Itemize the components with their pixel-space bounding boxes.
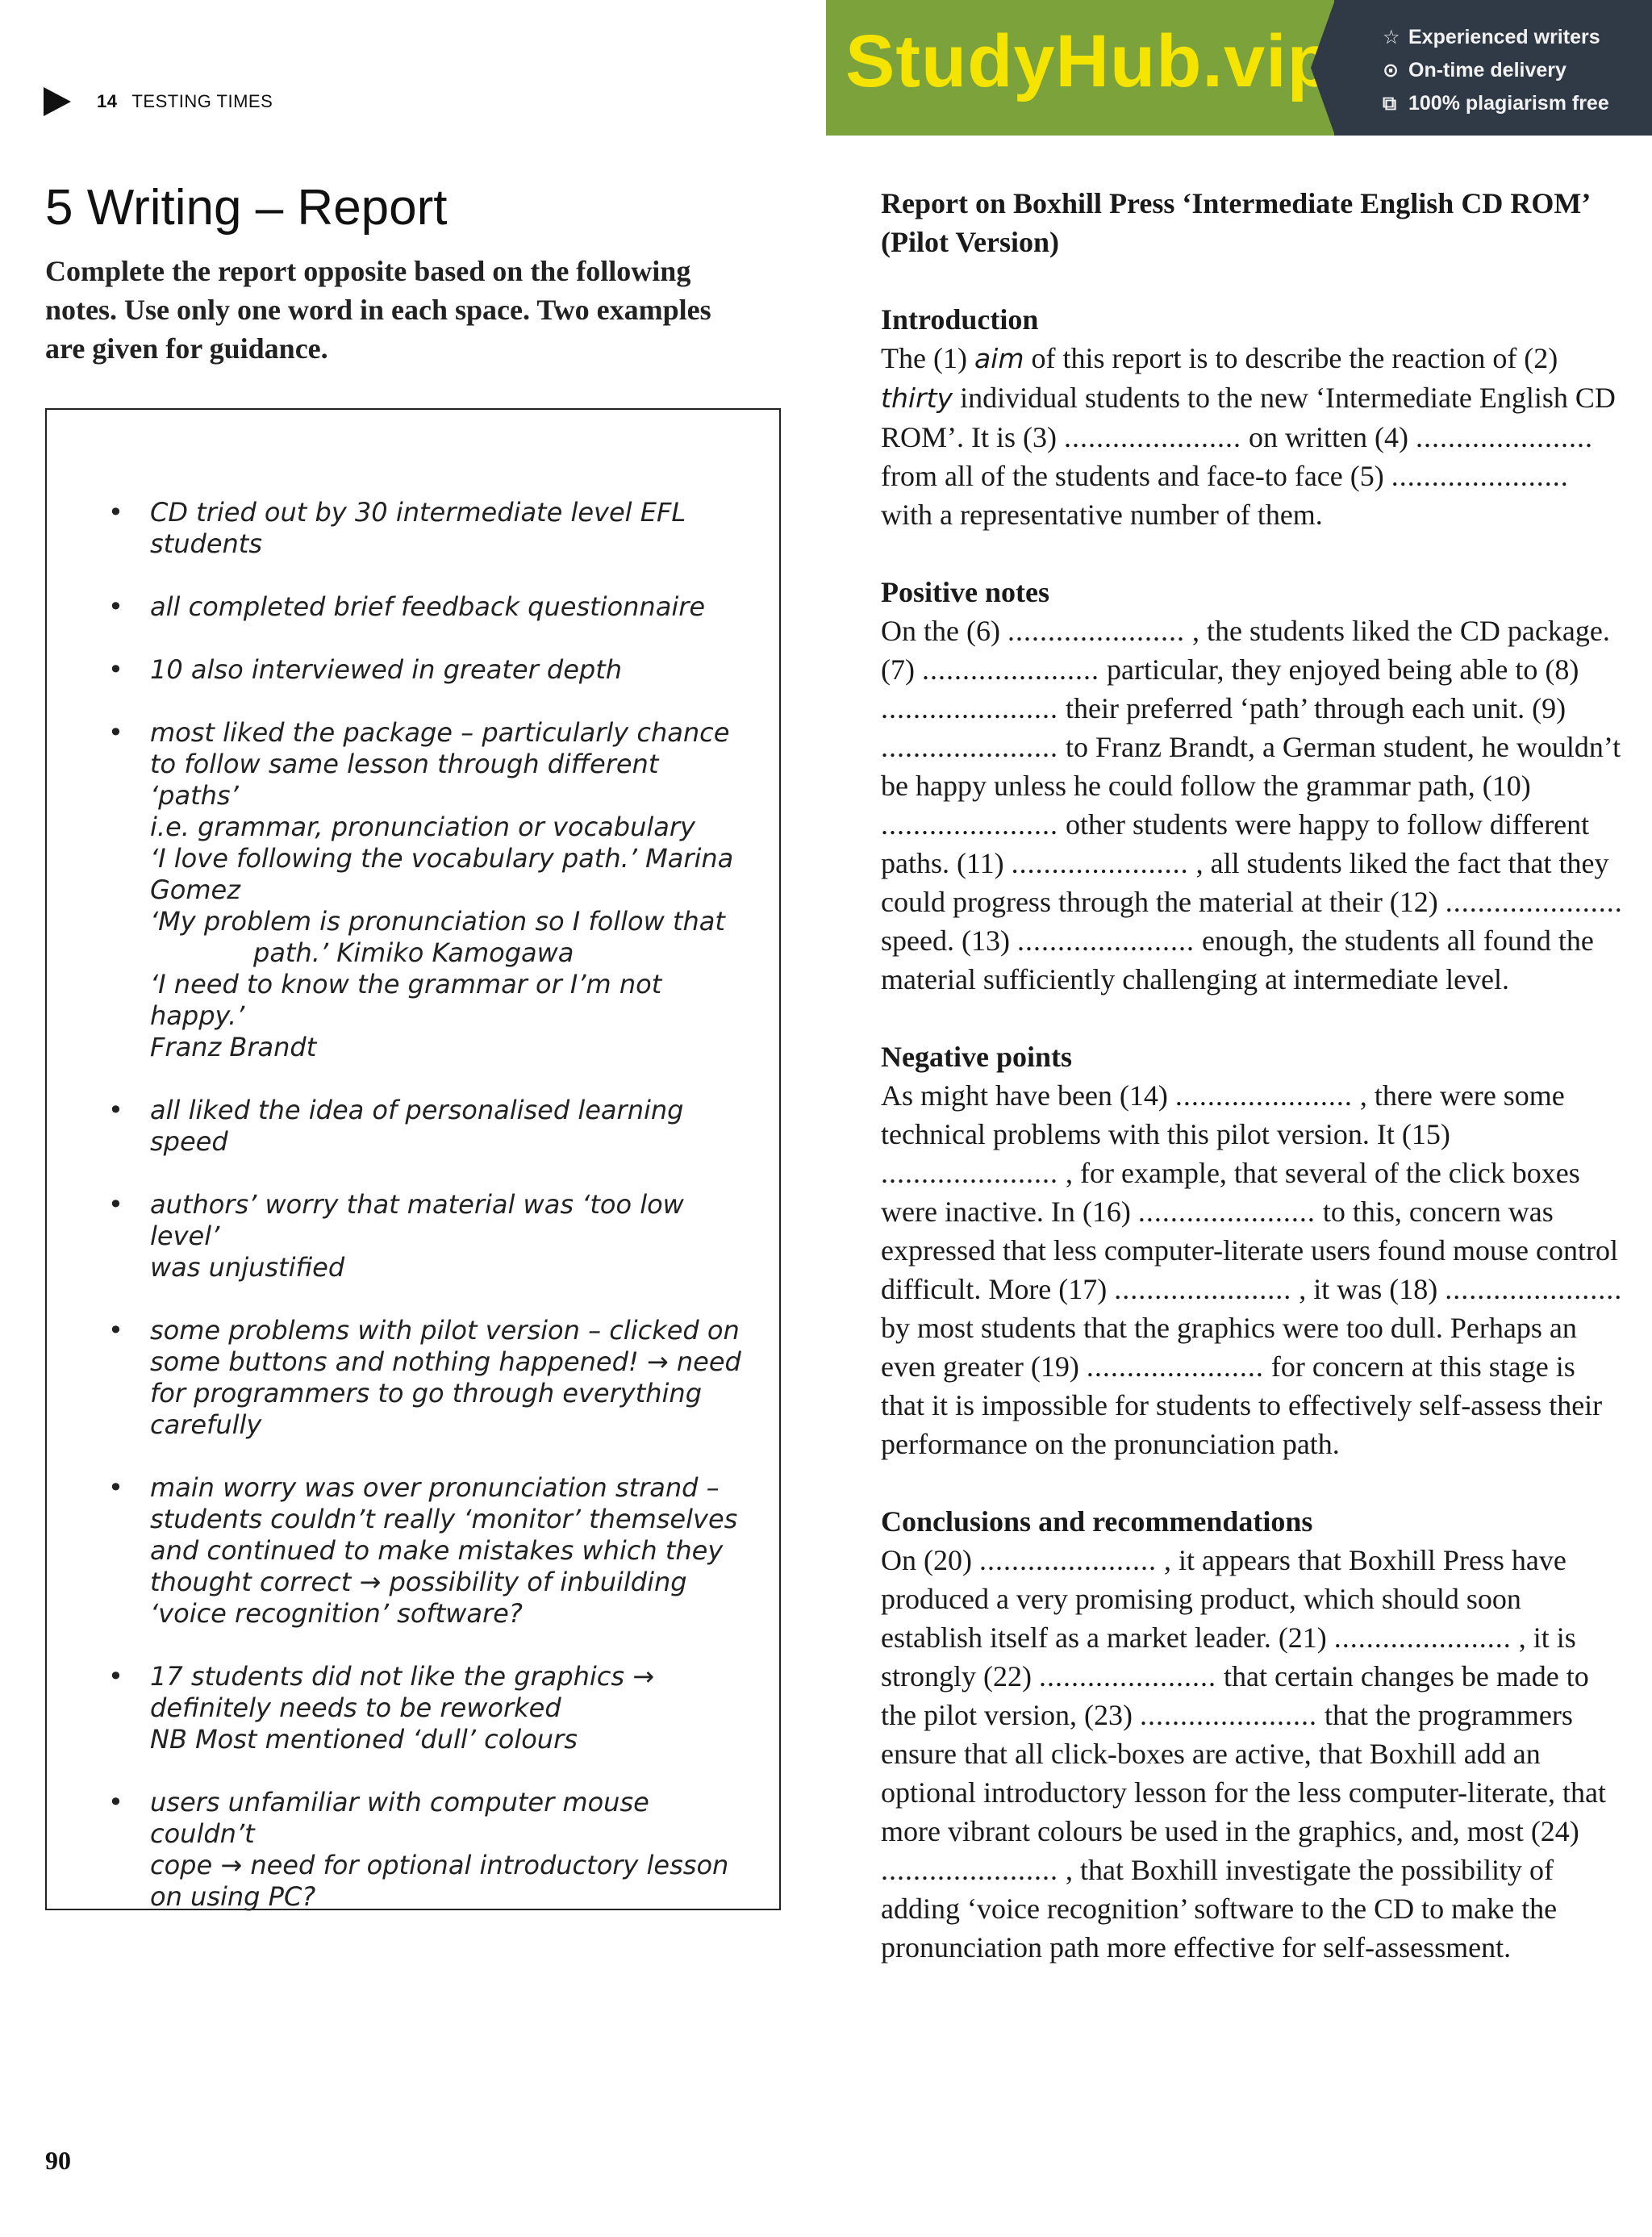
blank-5[interactable]: ...................... <box>1391 460 1569 492</box>
blank-21[interactable]: ...................... <box>1333 1621 1512 1654</box>
blank-14[interactable]: ...................... <box>1174 1079 1353 1112</box>
blank-22[interactable]: ...................... <box>1038 1660 1216 1692</box>
report-title-line: (Pilot Version) <box>881 226 1059 258</box>
blank-12[interactable]: ...................... <box>1445 886 1623 918</box>
note-item <box>105 1315 742 1441</box>
blank-4[interactable]: ...................... <box>1415 421 1593 453</box>
blank-3[interactable]: ...................... <box>1064 421 1241 453</box>
note-line: on using PC? <box>150 1881 316 1912</box>
report-title-line: Report on Boxhill Press ‘Intermediate English CD ROM’ <box>881 187 1592 219</box>
blank-8[interactable]: ...................... <box>881 692 1058 724</box>
note-line: • all completed brief feedback questionnaire <box>150 591 706 622</box>
blank-19[interactable]: ...................... <box>1086 1350 1264 1383</box>
note-line: • authors’ worry that material was ‘too low level’ <box>150 1189 684 1251</box>
note-line: • most liked the package – particularly chance <box>150 717 730 748</box>
copy-icon: ⧉ <box>1383 92 1397 115</box>
note-item <box>105 1472 742 1630</box>
paragraph-conclusions: On (20) ...................... , it appears that Boxhill Press have produced a very promising product, which should soon establish itself as a market leader. (21) ...................... , it is strongly (22) ...................... that certain changes be made to the pilot version, (23) ...................... that the programmers ensure that all click-boxes are active, that Boxhill add an optional introductory lesson for the less computer-literate, that more vibrant colours be used in the graphics, and, most (24) ...................... , that Boxhill investigate the possibility of adding ‘voice recognition’ software to the CD to make the pronunciation path more effective for self-assessment. <box>881 1544 1607 1964</box>
blank-7[interactable]: ...................... <box>921 653 1099 686</box>
note-item <box>105 717 742 1063</box>
unit-title: TESTING TIMES <box>131 91 273 111</box>
note-line: ‘I need to know the grammar or I’m not happy.’ <box>150 969 662 1031</box>
blank-9[interactable]: ...................... <box>881 731 1058 763</box>
blank-13[interactable]: ...................... <box>1016 924 1195 957</box>
note-line: students couldn’t really ‘monitor’ themselves <box>150 1504 738 1534</box>
note-line: ‘voice recognition’ software? <box>150 1598 523 1629</box>
note-item <box>105 497 742 560</box>
note-line: ‘I love following the vocabulary path.’ Marina <box>150 843 734 874</box>
note-line: NB Most mentioned ‘dull’ colours <box>150 1724 578 1755</box>
note-item <box>105 591 742 623</box>
note-line: • 17 students did not like the graphics → <box>150 1661 654 1692</box>
ad-brand-logo[interactable]: StudyHub.vip <box>845 20 1333 102</box>
blank-16[interactable]: ...................... <box>1137 1196 1316 1228</box>
heading-positive: Positive notes <box>881 576 1049 608</box>
note-line: ‘My problem is pronunciation so I follow that <box>150 906 725 937</box>
note-line: cope → need for optional introductory lesson <box>150 1850 729 1880</box>
blank-23[interactable]: ...................... <box>1139 1699 1317 1731</box>
blank-6[interactable]: ...................... <box>1007 615 1185 647</box>
ad-divider <box>1311 0 1335 136</box>
clock-icon: ⊙ <box>1383 60 1400 81</box>
blank-18[interactable]: ...................... <box>1445 1273 1623 1305</box>
instructions: Complete the report opposite based on the following notes. Use only one word in each space. Two examples are given for guidance. <box>45 255 711 365</box>
example-answer: thirty <box>881 382 953 414</box>
note-line: some buttons and nothing happened! → need <box>150 1346 741 1377</box>
ad-features-panel <box>1334 0 1652 136</box>
note-line: • some problems with pilot version – clicked on <box>150 1315 740 1346</box>
notes-list <box>105 497 742 1944</box>
note-line: for programmers to go through everything <box>150 1378 703 1409</box>
note-item <box>105 1189 742 1283</box>
paragraph-positive: On the (6) ...................... , the students liked the CD package. (7) ...................... particular, they enjoyed being able to (8) ...................... their preferred ‘path’ through each unit. (9) ...................... to Franz Brandt, a German student, he wouldn’t be happy unless he could follow the grammar path, (10) ...................... other students were happy to follow different paths. (11) ...................... , all students liked the fact that they could progress through the material at their (12) ...................... speed. (13) ...................... enough, the students all found the material sufficiently challenging at intermediate level. <box>881 615 1623 995</box>
note-line: • 10 also interviewed in greater depth <box>150 654 623 685</box>
heading-negative: Negative points <box>881 1041 1072 1073</box>
blank-24[interactable]: ...................... <box>881 1854 1058 1886</box>
note-line: definitely needs to be reworked <box>150 1692 561 1723</box>
note-line: Franz Brandt <box>150 1032 317 1062</box>
heading-introduction: Introduction <box>881 303 1039 336</box>
section-title: 5 Writing – Report <box>45 180 448 236</box>
paragraph-introduction: The (1) aim of this report is to describe the reaction of (2) thirty individual students to the new ‘Intermediate English CD ROM’. It is (3) ...................... on written (4) ...................... from all of the students and face-to face (5) ...................... with a representative number of them. <box>881 342 1616 531</box>
note-line: i.e. grammar, pronunciation or vocabulary <box>150 812 695 842</box>
star-icon: ☆ <box>1383 27 1400 48</box>
ad-feature <box>1383 21 1652 54</box>
note-item <box>105 1661 742 1755</box>
ad-feature-label: On-time delivery <box>1408 59 1566 81</box>
ad-feature-label: 100% plagiarism free <box>1408 92 1609 115</box>
blank-17[interactable]: ...................... <box>1114 1273 1292 1305</box>
heading-conclusions: Conclusions and recommendations <box>881 1505 1313 1538</box>
play-arrow-icon <box>44 87 71 116</box>
note-line: • all liked the idea of personalised learning speed <box>150 1095 684 1157</box>
ad-brand-panel[interactable] <box>826 0 1334 136</box>
report <box>881 184 1623 2005</box>
note-line: students <box>150 528 262 559</box>
note-line: to follow same lesson through different ‘paths’ <box>150 749 659 811</box>
note-line: path.’ Kimiko Kamogawa <box>253 937 574 968</box>
note-line: • CD tried out by 30 intermediate level EFL <box>150 497 686 528</box>
note-line: was unjustified <box>150 1252 345 1283</box>
note-item <box>105 1787 742 1913</box>
note-line: Gomez <box>150 874 241 905</box>
example-answer: aim <box>974 343 1024 374</box>
unit-number: 14 <box>97 91 118 111</box>
note-line: carefully <box>150 1409 262 1440</box>
paragraph-negative: As might have been (14) ...................... , there were some technical problems with this pilot version. It (15) ...................... , for example, that several of the click boxes were inactive. In (16) ...................... to this, concern was expressed that less computer-literate users found mouse control difficult. More (17) ...................... , it was (18) ...................... by most students that the graphics were too dull. Perhaps an even greater (19) ...................... for concern at this stage is that it is impossible for students to effectively self-assess their performance on the pronunciation path. <box>881 1079 1623 1460</box>
note-line: and continued to make mistakes which they <box>150 1535 724 1566</box>
ad-feature-label: Experienced writers <box>1408 26 1600 48</box>
note-line: thought correct → possibility of inbuilding <box>150 1567 687 1597</box>
blank-20[interactable]: ...................... <box>978 1544 1157 1576</box>
ad-feature <box>1383 54 1652 87</box>
blank-10[interactable]: ...................... <box>881 808 1058 841</box>
blank-11[interactable]: ...................... <box>1011 847 1189 879</box>
note-line: • main worry was over pronunciation strand – <box>150 1472 720 1503</box>
blank-15[interactable]: ...................... <box>881 1157 1058 1189</box>
note-item <box>105 654 742 686</box>
ad-banner[interactable] <box>826 0 1652 136</box>
note-line: • users unfamiliar with computer mouse couldn’t <box>150 1787 649 1849</box>
ad-feature <box>1383 87 1652 120</box>
note-item <box>105 1095 742 1158</box>
running-header <box>97 91 273 112</box>
page-number: 90 <box>45 2146 71 2175</box>
report-title <box>881 184 1623 261</box>
